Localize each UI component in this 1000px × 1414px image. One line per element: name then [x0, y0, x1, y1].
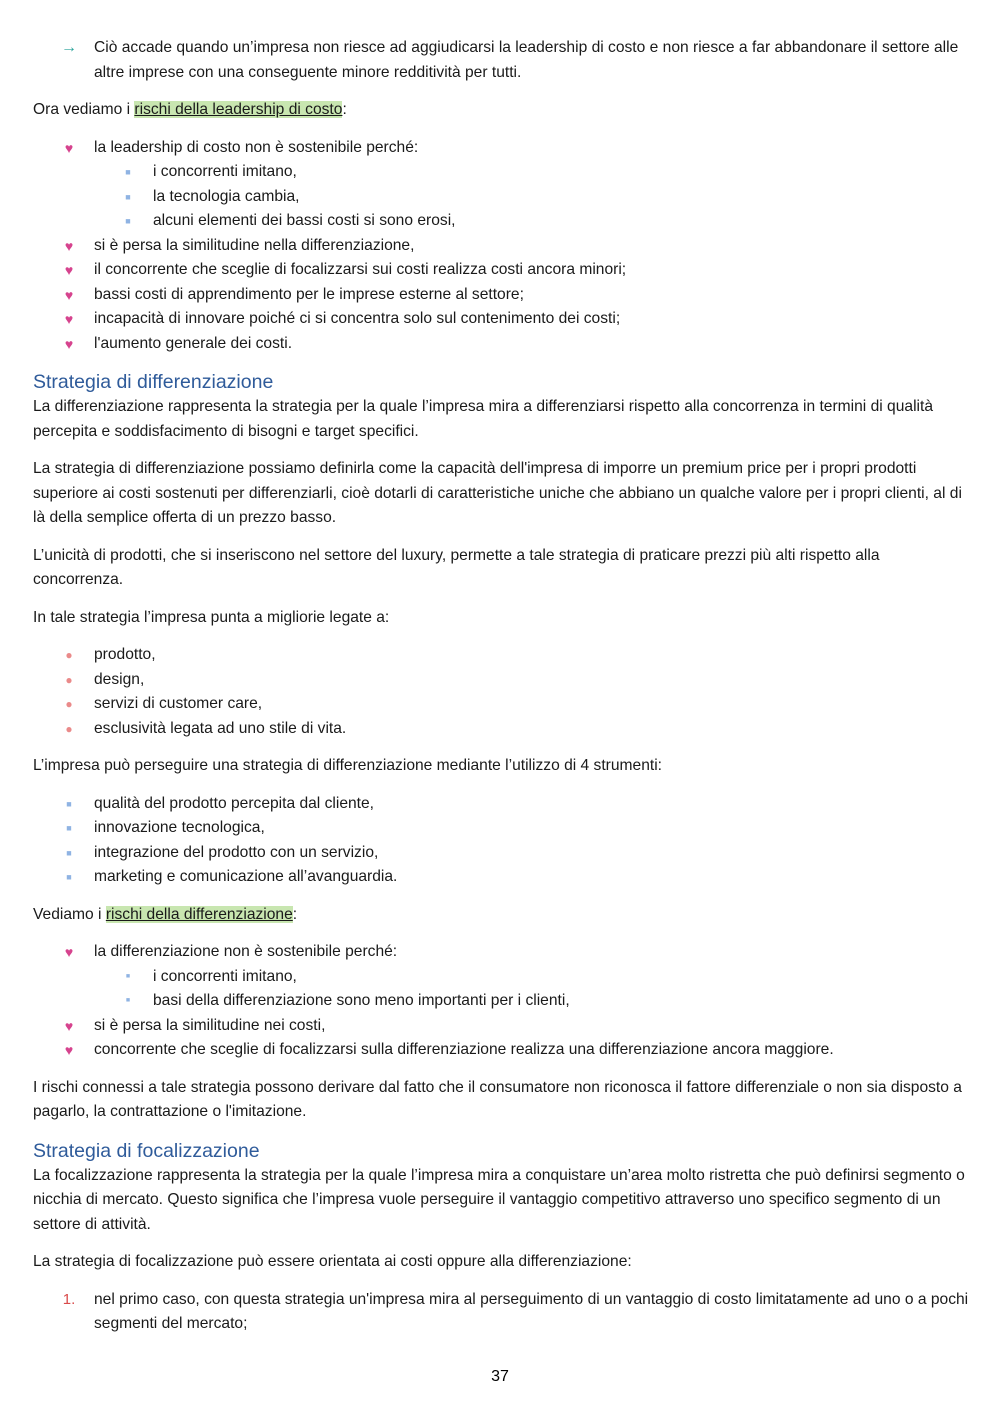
list-item-text: basi della differenziazione sono meno importanti per i clienti,	[153, 992, 570, 1009]
page-number: 37	[491, 1368, 509, 1385]
square-icon: ■	[66, 872, 72, 882]
list-item	[33, 692, 969, 717]
square-icon: ■	[125, 972, 131, 980]
heart-icon: ♥	[64, 1042, 74, 1058]
list-item-text: nel primo caso, con questa strategia un'impresa mira al perseguimento di un vantaggio di costo limitatamente ad uno o a pochi segmenti del mercato;	[94, 1290, 969, 1332]
list-item	[33, 332, 969, 357]
list-item-text: bassi costi di apprendimento per le imprese esterne al settore;	[94, 285, 524, 303]
list-item	[33, 865, 969, 890]
document-page	[33, 36, 969, 1337]
cost-risks-pre: Ora vediamo i	[33, 101, 135, 118]
list-item	[33, 841, 969, 866]
list-item-text: esclusività legata ad uno stile di vita.	[94, 719, 347, 737]
list-item	[33, 668, 969, 693]
heart-icon: ♥	[64, 311, 74, 327]
intro-bullet-text: Ciò accade quando un’impresa non riesce ad aggiudicarsi la leadership di costo e non riesce a far abbandonare il settore alle altre imprese con una conseguente minore redditività per tutti.	[94, 39, 959, 81]
square-icon: ■	[66, 823, 72, 833]
list-item	[33, 283, 969, 308]
list-item	[33, 258, 969, 283]
paragraph: L’impresa può perseguire una strategia di differenziazione mediante l’utilizzo di 4 strumenti:	[33, 757, 663, 774]
paragraph: La strategia di focalizzazione può essere orientata ai costi oppure alla differenziazione:	[33, 1253, 632, 1270]
square-icon: ■	[66, 798, 72, 809]
list-item	[33, 816, 969, 841]
sub-list-item	[33, 209, 969, 234]
list-number: 1.	[62, 1290, 76, 1308]
diff-heading: Strategia di differenziazione	[33, 371, 274, 393]
list-item-text: i concorrenti imitano,	[153, 967, 297, 985]
list-item-text: innovazione tecnologica,	[94, 819, 265, 836]
list-item	[33, 136, 969, 161]
list-item-text: la differenziazione non è sostenibile perché:	[94, 943, 398, 960]
sub-list-item	[33, 965, 969, 990]
list-item-text: l'aumento generale dei costi.	[94, 334, 293, 352]
cost-risks-intro	[33, 98, 969, 123]
heart-icon: ♥	[64, 237, 74, 254]
list-item-text: la leadership di costo non è sostenibile perché:	[94, 138, 419, 156]
tools-list	[33, 792, 969, 890]
paragraph: I rischi connessi a tale strategia possono derivare dal fatto che il consumatore non riconosca il fattore differenziale o non sia disposto a pagarlo, la contrattazione o l'imitazione.	[33, 1078, 962, 1120]
list-item-text: alcuni elementi dei bassi costi si sono erosi,	[153, 212, 456, 229]
list-item-text: i concorrenti imitano,	[153, 163, 297, 180]
improvements-list	[33, 643, 969, 741]
square-icon: ■	[125, 167, 131, 177]
list-item-text: concorrente che sceglie di focalizzarsi sulla differenziazione realizza una differenziazione ancora maggiore.	[94, 1041, 834, 1058]
sub-list-item	[33, 185, 969, 210]
sub-list-item	[33, 160, 969, 185]
list-item	[33, 940, 969, 965]
numbered-list-item	[33, 1288, 969, 1337]
paragraph: La differenziazione rappresenta la strategia per la quale l’impresa mira a differenziarsi rispetto alla concorrenza in termini di qualità percepita e soddisfacimento di bisogni e target specifici.	[33, 398, 934, 440]
list-item	[33, 1014, 969, 1039]
list-item-text: il concorrente che sceglie di focalizzarsi sui costi realizza costi ancora minori;	[94, 261, 627, 278]
list-item-text: si è persa la similitudine nella differenziazione,	[94, 236, 415, 254]
dot-icon: ●	[65, 672, 73, 687]
square-icon: ■	[125, 191, 131, 202]
heart-icon: ♥	[64, 262, 74, 278]
square-icon: ■	[125, 216, 131, 226]
paragraph: L’unicità di prodotti, che si inseriscono nel settore del luxury, permette a tale strategia di praticare prezzi più alti rispetto alla concorrenza.	[33, 546, 880, 588]
list-item	[33, 792, 969, 817]
heart-icon: ♥	[64, 139, 74, 156]
intro-bullet	[33, 36, 969, 85]
heart-icon: ♥	[64, 335, 74, 352]
list-item-text: prodotto,	[94, 646, 156, 663]
list-item	[33, 307, 969, 332]
dot-icon: ●	[65, 721, 73, 736]
list-item-text: servizi di customer care,	[94, 695, 263, 712]
list-item-text: design,	[94, 670, 145, 688]
heart-icon: ♥	[64, 286, 74, 303]
cost-risks-highlight: rischi della leadership di costo	[134, 101, 343, 118]
list-item-text: marketing e comunicazione all’avanguardia.	[94, 868, 398, 885]
diff-risks-pre: Vediamo i	[33, 905, 106, 923]
cost-risks-post: :	[342, 101, 347, 118]
diff-risks-list	[33, 940, 969, 1063]
list-item	[33, 717, 969, 742]
diff-risks-intro	[33, 903, 969, 928]
square-icon: ■	[66, 847, 72, 858]
list-item	[33, 1038, 969, 1063]
diff-risks-post: :	[292, 905, 298, 923]
cost-risks-list	[33, 136, 969, 357]
square-icon: ■	[125, 997, 131, 1004]
focus-heading: Strategia di focalizzazione	[33, 1139, 260, 1162]
paragraph: La focalizzazione rappresenta la strategia per la quale l’impresa mira a conquistare un’area molto ristretta che può definirsi segmento o nicchia di mercato. Questo significa che l’impresa vuole perseguire il vantaggio competitivo attraverso uno specifico segmento di un settore di attività.	[33, 1166, 965, 1233]
paragraph: In tale strategia l’impresa punta a migliorie legate a:	[33, 608, 390, 626]
list-item-text: incapacità di innovare poiché ci si concentra solo sul contenimento dei costi;	[94, 310, 621, 327]
list-item-text: la tecnologia cambia,	[153, 187, 300, 205]
dot-icon: ●	[65, 648, 73, 662]
heart-icon: ♥	[64, 1017, 74, 1034]
paragraph: La strategia di differenziazione possiamo definirla come la capacità dell'impresa di imporre un premium price per i propri prodotti superiore ai costi sostenuti per differenziarli, cioè dotarli di caratteristiche uniche che abbiano un qualche valore per i propri clienti, al di là della semplice offerta di un prezzo basso.	[33, 460, 962, 526]
list-item-text: integrazione del prodotto con un servizio,	[94, 843, 379, 861]
list-item	[33, 234, 969, 259]
list-item-text: qualità del prodotto percepita dal cliente,	[94, 794, 375, 812]
diff-risks-highlight: rischi della differenziazione	[105, 905, 293, 923]
list-item	[33, 643, 969, 668]
dot-icon: ●	[65, 697, 73, 711]
list-item-text: si è persa la similitudine nei costi,	[94, 1016, 326, 1034]
arrow-icon: →	[61, 39, 77, 56]
sub-list-item	[33, 989, 969, 1014]
heart-icon: ♥	[64, 944, 74, 960]
